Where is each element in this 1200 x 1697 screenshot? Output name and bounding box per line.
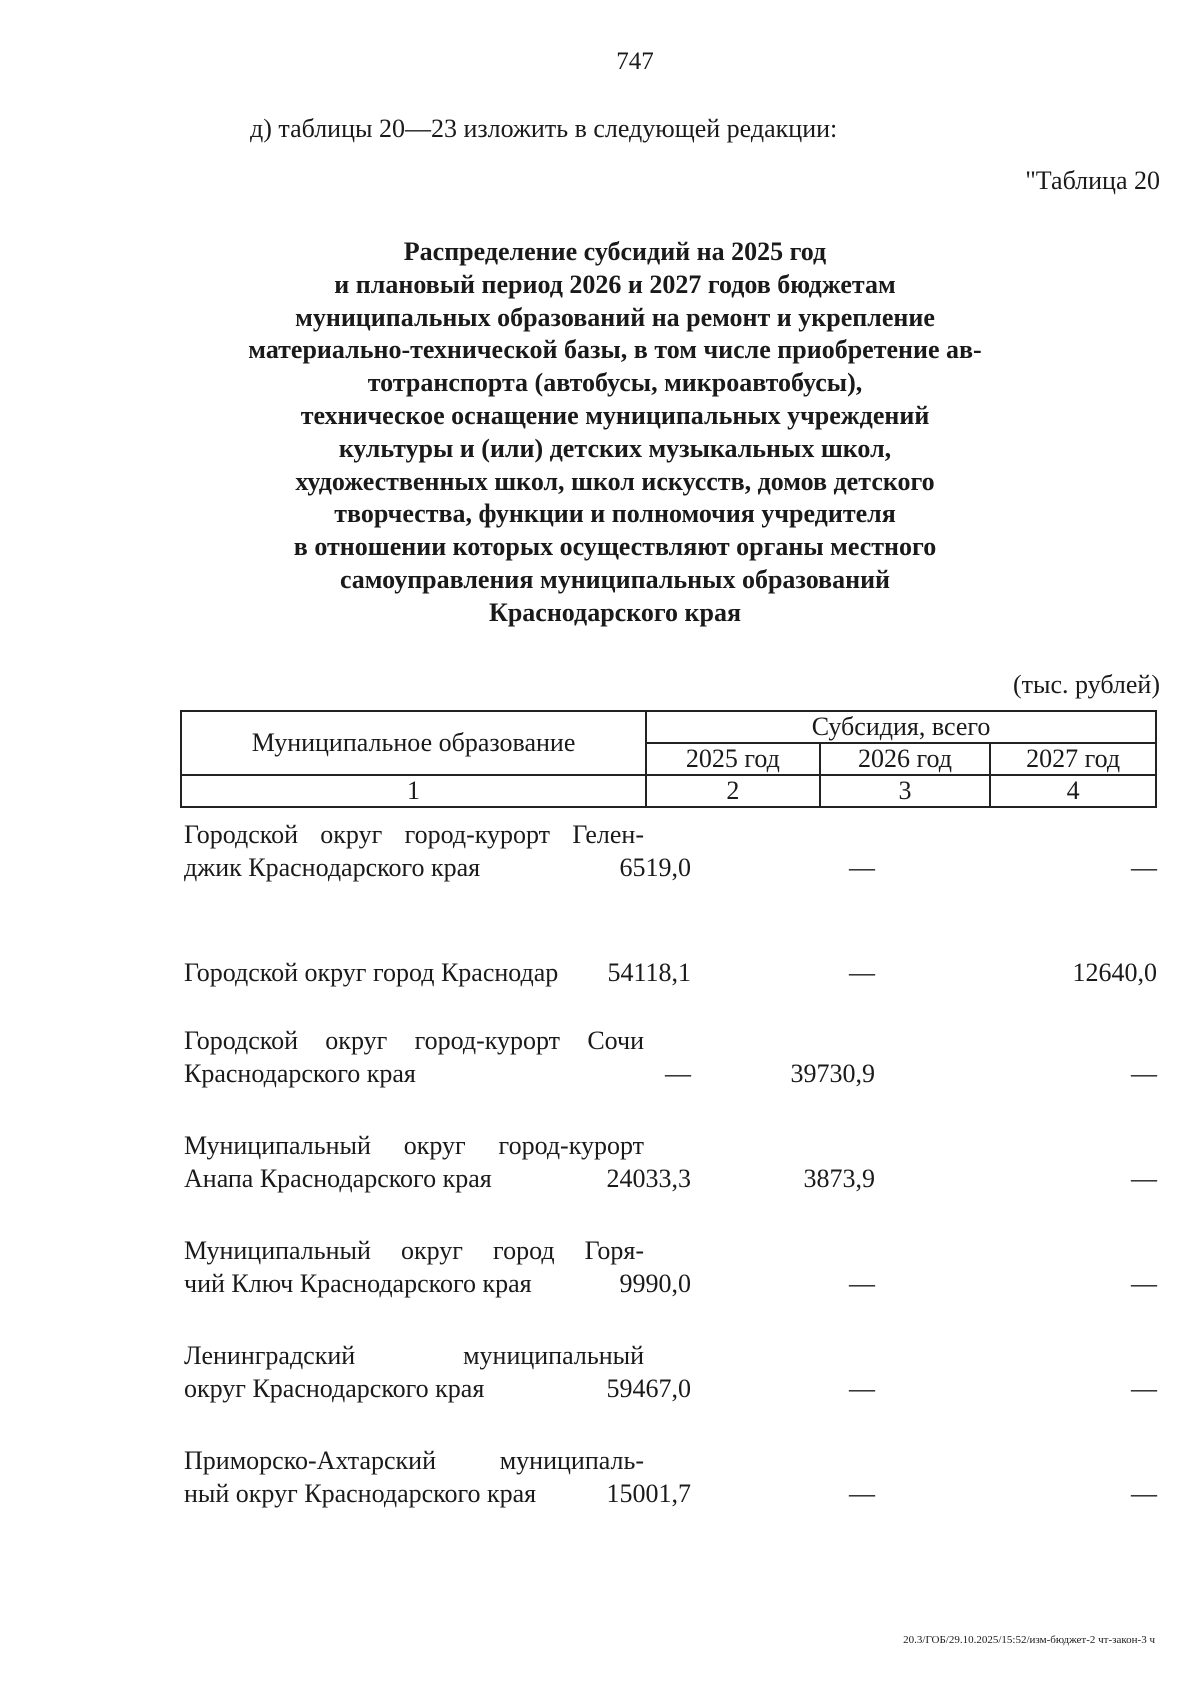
document-title xyxy=(180,236,1050,630)
title-line: в отношении которых осуществляют органы местного xyxy=(293,532,937,562)
name-line: ный округ Краснодарского края xyxy=(184,1479,537,1508)
title-line: творчества, функции и полномочия учредителя xyxy=(334,499,896,529)
value-2026: — xyxy=(849,958,875,987)
header-year-2027: 2027 год xyxy=(990,743,1156,775)
title-line: культуры и (или) детских музыкальных школ, xyxy=(338,433,892,463)
value-2027: — xyxy=(1131,1164,1157,1193)
column-number: 1 xyxy=(181,775,646,807)
name-line: Городской округ город-курорт Сочи xyxy=(184,1026,644,1055)
column-number: 4 xyxy=(990,775,1156,807)
value-2025: 15001,7 xyxy=(606,1479,691,1508)
value-2025: 24033,3 xyxy=(606,1164,691,1193)
table-label: "Таблица 20 xyxy=(1025,166,1160,195)
name-line: Приморско-Ахтарский муниципаль- xyxy=(184,1446,644,1475)
table-row xyxy=(180,1024,1157,1129)
name-line: Ленинградский муниципальный xyxy=(184,1341,644,1370)
table-body xyxy=(180,818,1157,1549)
header-year-2025: 2025 год xyxy=(646,743,820,775)
value-2026: — xyxy=(849,853,875,882)
value-2026: — xyxy=(849,1269,875,1298)
title-line: материально-технической базы, в том числе приобретение ав- xyxy=(248,335,982,365)
value-2025: 9990,0 xyxy=(619,1269,691,1298)
title-line: Краснодарского края xyxy=(488,597,742,627)
value-2027: — xyxy=(1131,853,1157,882)
name-line: округ Краснодарского края xyxy=(184,1374,485,1403)
value-2027: — xyxy=(1131,1269,1157,1298)
value-2025: 6519,0 xyxy=(619,853,691,882)
value-2026: 39730,9 xyxy=(790,1059,875,1088)
name-line: чий Ключ Краснодарского края xyxy=(184,1269,532,1298)
name-line: Городской округ город Краснодар xyxy=(184,958,559,987)
table-row xyxy=(180,1234,1157,1339)
title-line: техническое оснащение муниципальных учреждений xyxy=(300,400,930,430)
value-2027: — xyxy=(1131,1479,1157,1508)
table-row xyxy=(180,818,1157,923)
name-line: Муниципальный округ город Горя- xyxy=(184,1236,644,1265)
intro-text: д) таблицы 20—23 изложить в следующей редакции: xyxy=(250,114,838,143)
title-line: тотранспорта (автобусы, микроавтобусы), xyxy=(367,368,863,398)
table-row xyxy=(180,923,1157,989)
footer-stamp: 20.3/ГОБ/29.10.2025/15:52/изм-бюджет-2 чт-закон-3 ч xyxy=(903,1634,1155,1646)
value-2027: — xyxy=(1131,1374,1157,1403)
title-line: художественных школ, школ искусств, домов детского xyxy=(295,466,935,496)
value-2025: — xyxy=(665,1059,691,1088)
title-line: и плановый период 2026 и 2027 годов бюджетам xyxy=(334,269,896,299)
value-2025: 54118,1 xyxy=(607,958,691,987)
name-line: Анапа Краснодарского края xyxy=(184,1164,492,1193)
name-line: Городской округ город-курорт Гелен- xyxy=(184,820,644,849)
name-line: джик Краснодарского края xyxy=(184,853,481,882)
name-line: Краснодарского края xyxy=(184,1059,416,1088)
units-label: (тыс. рублей) xyxy=(1012,670,1160,699)
header-municipality: Муниципальное образование xyxy=(181,711,646,775)
value-2027: 12640,0 xyxy=(1072,958,1157,987)
title-line: Распределение субсидий на 2025 год xyxy=(403,237,827,266)
table-row xyxy=(180,1129,1157,1234)
value-2026: — xyxy=(849,1479,875,1508)
table-header xyxy=(180,710,1157,808)
page-number: 747 xyxy=(616,48,654,75)
name-line: Муниципальный округ город-курорт xyxy=(184,1131,644,1160)
value-2025: 59467,0 xyxy=(606,1374,691,1403)
title-line: муниципальных образований на ремонт и укрепление xyxy=(295,302,935,332)
title-line: самоуправления муниципальных образований xyxy=(339,564,891,594)
value-2027: — xyxy=(1131,1059,1157,1088)
table-row xyxy=(180,1444,1157,1549)
header-subsidy-total: Субсидия, всего xyxy=(646,711,1156,743)
table-row xyxy=(180,1339,1157,1444)
value-2026: — xyxy=(849,1374,875,1403)
column-number: 3 xyxy=(820,775,991,807)
header-year-2026: 2026 год xyxy=(820,743,991,775)
value-2026: 3873,9 xyxy=(803,1164,875,1193)
column-number: 2 xyxy=(646,775,820,807)
